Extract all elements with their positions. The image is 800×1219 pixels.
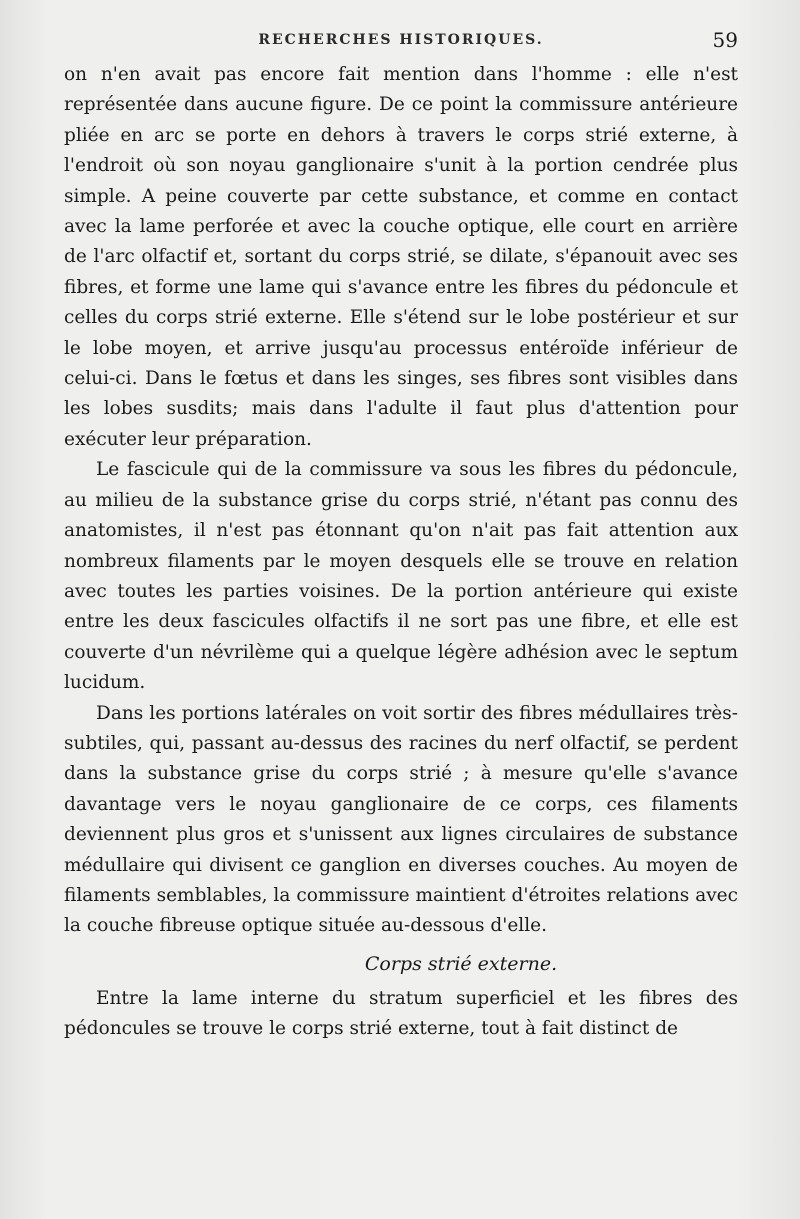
paragraph-3: Dans les portions latérales on voit sortir des fibres médullaires très-subtiles, qui, passant au-dessus des racines du nerf olfactif, se perdent dans la substance grise du corps strié ; à mesure qu'elle s'avance davantage vers le noyau ganglionaire de ce corps, ces filaments deviennent plus gros et s'unissent aux lignes circulaires de substance médullaire qui divisent ce ganglion en diverses couches. Au moyen de filaments semblables, la commissure maintient d'étroites relations avec la couche fibreuse optique située au-dessous d'elle. — [64, 702, 738, 937]
paragraph-2: Le fascicule qui de la commissure va sous les fibres du pédoncule, au milieu de la substance grise du corps strié, n'étant pas connu des anatomistes, il n'est pas étonnant qu'on n'ait pas fait attention aux nombreux filaments par le moyen desquels elle se trouve en relation avec toutes les parties voisines. De la portion antérieure qui existe entre les deux fascicules olfactifs il ne sort pas une fibre, et elle est couverte d'un névrilème qui a quelque légère adhésion avec le septum lucidum. — [64, 459, 738, 694]
running-title: RECHERCHES HISTORIQUES. — [258, 32, 544, 48]
section-heading: Corps strié externe. — [364, 952, 558, 975]
running-header — [64, 26, 738, 56]
body-text — [64, 60, 738, 1045]
paragraph-1: on n'en avait pas encore fait mention dans l'homme : elle n'est représentée dans aucune figure. De ce point la commissure antérieure pliée en arc se porte en dehors à travers le corps strié externe, à l'endroit où son noyau ganglionaire s'unit à la portion cendrée plus simple. A peine couverte par cette substance, et comme en contact avec la lame perforée et avec la couche optique, elle court en arrière de l'arc olfactif et, sortant du corps strié, se dilate, s'épanouit avec ses fibres, et forme une lame qui s'avance entre les fibres du pédoncule et celles du corps strié externe. Elle s'étend sur le lobe postérieur et sur le lobe moyen, et arrive jusqu'au processus entéroïde inférieur de celui-ci. Dans le fœtus et dans les singes, ses fibres sont visibles dans les lobes susdits; mais dans l'adulte il faut plus d'attention pour exécuter leur préparation. — [64, 64, 738, 450]
page-number: 59 — [712, 28, 738, 52]
paragraph-4: Entre la lame interne du stratum superficiel et les fibres des pédoncules se trouve le corps strié externe, tout à fait distinct de — [64, 987, 738, 1040]
